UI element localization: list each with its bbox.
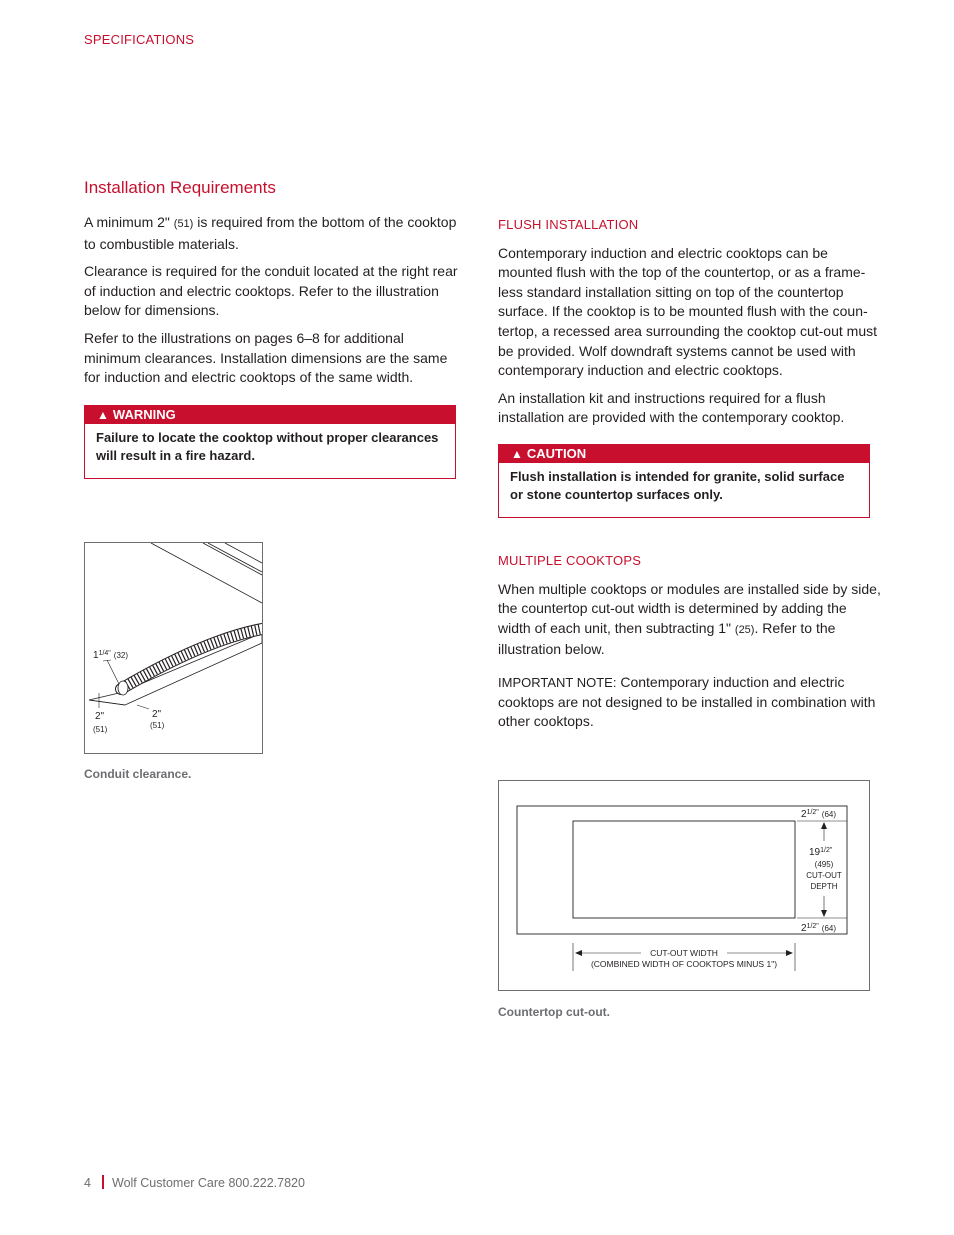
conduit-caption: Conduit clearance.: [84, 767, 192, 781]
warning-triangle-icon: ▲: [511, 447, 523, 461]
paragraph-min-clearance: A minimum 2" (51) is required from the bottom of the cooktop to combustible materials.: [84, 214, 457, 252]
page-heading: Installation Requirements: [84, 178, 276, 197]
width-caption-1: CUT-OUT WIDTH: [650, 948, 718, 958]
left-column: [84, 213, 464, 396]
dim-left-mm: (51): [93, 725, 108, 734]
page-number: 4: [84, 1176, 91, 1190]
depth-caption-1: CUT-OUT: [806, 871, 842, 880]
paragraph-conduit: Clearance is required for the conduit located at the right rear of induction and electric cooktops. Refer to the illustration below for dimensions.: [84, 263, 458, 319]
multiple-cooktops-title: MULTIPLE COOKTOPS: [498, 553, 642, 568]
dim-right-mm: (51): [150, 721, 165, 730]
cutout-caption: Countertop cut-out.: [498, 1005, 610, 1019]
flush-installation-title: FLUSH INSTALLATION: [498, 217, 639, 232]
section-label: SPECIFICATIONS: [84, 32, 195, 47]
dim-top-label: $1^{1/4"}$ $_{(32)}$: [93, 650, 129, 661]
page-footer: [84, 1175, 305, 1190]
warning-triangle-icon: ▲: [97, 408, 109, 422]
footer-contact: Wolf Customer Care 800.222.7820: [112, 1176, 305, 1190]
footer-divider: [102, 1175, 104, 1189]
flush-paragraph-1: Contemporary induction and electric cooktops can be mounted flush with the top of the countertop, or as a frame-less standard installation sitting on top of the countertop surface. If the cooktop is to be mounted flush with the coun-tertop, a recessed area surrounding the cooktop cut-out must be provided. Wolf downdraft systems cannot be used with contemporary induction and electric cooktops.: [498, 244, 877, 379]
multiple-paragraph: When multiple cooktops or modules are installed side by side, the countertop cut-out width is determined by adding the width of each unit, then subtracting 1" (25). Refer to the illustration below.: [498, 580, 881, 658]
paragraph-refer: Refer to the illustrations on pages 6–8 for additional minimum clearances. Installation dimensions are the same for induction and electric cooktops of the same width.: [84, 329, 448, 386]
cutout-figure: [498, 780, 870, 991]
caution-text: Flush installation is intended for granite, solid surface or stone countertop surfaces only.: [510, 469, 845, 502]
depth-caption-2: DEPTH: [810, 882, 838, 891]
right-column-multiple: [498, 551, 883, 740]
warning-box: [84, 405, 456, 479]
caution-box: [498, 444, 870, 518]
dim-left-label: 2": [95, 711, 105, 722]
warning-text: Failure to locate the cooktop without proper clearances will result in a fire hazard.: [96, 430, 439, 463]
dim-right-label: 2": [152, 709, 162, 720]
right-column-flush: [498, 215, 883, 436]
warning-header: ▲ WARNING: [85, 406, 455, 424]
flush-paragraph-2: An installation kit and instructions required for a flush installation are provided with the contemporary cooktop.: [498, 389, 845, 426]
caution-header: ▲ CAUTION: [499, 445, 869, 463]
conduit-figure: [84, 542, 263, 754]
depth-label: $19^{1/2"}$: [809, 847, 833, 858]
important-note: IMPORTANT NOTE: Contemporary induction and electric cooktops are not designed to be installed in combination with other cooktops.: [498, 673, 876, 730]
bottom-offset-label: $2^{1/2"}$ $_{(64)}$: [801, 923, 837, 934]
width-caption-2: (COMBINED WIDTH OF COOKTOPS MINUS 1"): [590, 959, 778, 969]
cutout-illustration: [499, 781, 869, 990]
top-offset-label: $2^{1/2"}$ $_{(64)}$: [801, 809, 837, 820]
depth-mm: (495): [814, 860, 834, 869]
conduit-illustration: [85, 543, 262, 753]
